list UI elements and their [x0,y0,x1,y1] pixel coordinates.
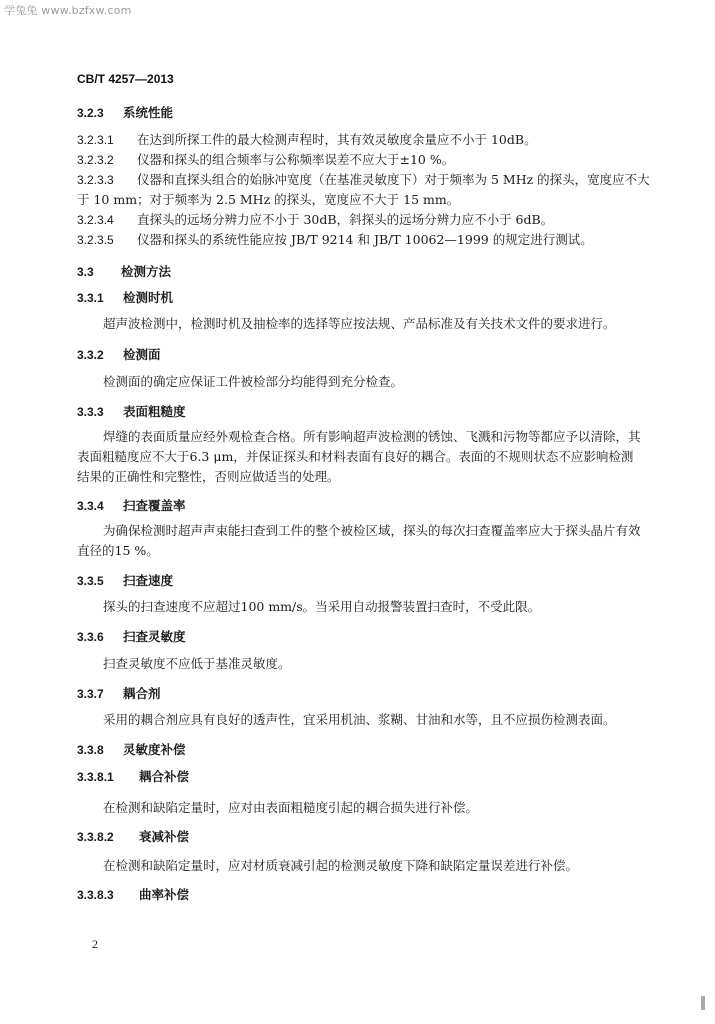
paragraph-line: 直径的15 %。 [77,543,159,558]
section-heading-3-3-4 [77,496,645,516]
paragraph-line: 焊缝的表面质量应经外观检查合格。所有影响超声波检测的锈蚀、飞溅和污物等都应予以清除，其 [103,429,641,444]
clause-number: 3.2.3.5 [77,233,114,247]
section-number: 3.3.3 [77,405,104,419]
paragraph-3-3-1: 超声波检测中，检测时机及抽检率的选择等应按法规、产品标准及有关技术文件的要求进行。 [103,316,616,331]
paragraph-3-3-4 [77,521,645,561]
watermark: 学兔兔 www.bzfxw.com [4,4,132,17]
section-number: 3.3.5 [77,574,104,588]
section-title: 检测时机 [123,290,174,305]
clause-text: 在达到所探工件的最大检测声程时，其有效灵敏度余量应不小于 10dB。 [137,132,537,147]
paragraph-3-3-6: 扫查灵敏度不应低于基准灵敏度。 [103,656,291,671]
paragraph-3-3-3 [77,427,645,487]
paragraph-3-3-2: 检测面的确定应保证工件被检部分均能得到充分检查。 [103,374,404,389]
section-heading-3-3-8-3 [77,885,645,905]
page-number: 2 [92,937,98,951]
clause-3-2-3-3 [77,170,650,210]
clause-number: 3.2.3.1 [77,133,114,147]
section-number: 3.3.8.2 [77,830,114,844]
section-title: 系统性能 [123,105,174,120]
section-heading-3-3-2 [77,345,645,365]
section-number: 3.3.8.3 [77,888,114,902]
section-title: 检测方法 [121,264,172,279]
clause-3-2-3-5 [77,230,645,250]
scan-artifact [701,996,705,1010]
section-heading-3-3 [77,262,645,282]
section-title: 扫查覆盖率 [123,498,186,513]
clause-number: 3.2.3.4 [77,213,114,227]
clause-number: 3.2.3.3 [77,173,114,187]
section-title: 扫查速度 [123,573,174,588]
standard-code-header: CB/T 4257—2013 [77,72,174,86]
section-heading-3-2-3 [77,103,645,123]
paragraph-line: 结果的正确性和完整性，否则应做适当的处理。 [77,469,340,484]
section-title: 耦合补偿 [139,769,190,784]
section-heading-3-3-8-2 [77,827,645,847]
section-heading-3-3-6 [77,627,645,647]
section-heading-3-3-8-1 [77,767,645,787]
paragraph-line: 表面粗糙度应不大于6.3 μm，并保证探头和材料表面有良好的耦合。表面的不规则状态不应影响检测 [77,449,634,464]
clause-text: 仪器和探头的组合频率与公称频率误差不应大于±10 %。 [137,152,455,167]
section-number: 3.2.3 [77,106,104,120]
section-title: 检测面 [123,347,161,362]
clause-3-2-3-2 [77,150,645,170]
section-title: 衰减补偿 [139,829,190,844]
section-title: 扫查灵敏度 [123,629,186,644]
paragraph-3-3-8-1: 在检测和缺陷定量时，应对由表面粗糙度引起的耦合损失进行补偿。 [103,800,479,815]
paragraph-3-3-7: 采用的耦合剂应具有良好的透声性，宜采用机油、浆糊、甘油和水等，且不应损伤检测表面。 [103,712,616,727]
section-title: 表面粗糙度 [123,404,186,419]
section-number: 3.3.2 [77,348,104,362]
clause-3-2-3-4 [77,210,645,230]
clause-text-line1: 仪器和直探头组合的始脉冲宽度（在基准灵敏度下）对于频率为 5 MHz 的探头，宽度应不大 [137,172,650,187]
clause-3-2-3-1 [77,130,645,150]
clause-text: 直探头的远场分辨力应不小于 30dB，斜探头的远场分辨力应不小于 6dB。 [137,212,554,227]
section-heading-3-3-7 [77,684,645,704]
section-number: 3.3 [77,265,94,279]
section-number: 3.3.7 [77,687,104,701]
paragraph-3-3-8-2: 在检测和缺陷定量时，应对材质衰减引起的检测灵敏度下降和缺陷定量误差进行补偿。 [103,858,579,873]
section-number: 3.3.1 [77,291,104,305]
section-heading-3-3-3 [77,402,645,422]
section-heading-3-3-1 [77,288,645,308]
section-number: 3.3.4 [77,499,104,513]
section-number: 3.3.6 [77,630,104,644]
section-number: 3.3.8 [77,743,104,757]
section-heading-3-3-5 [77,571,645,591]
clause-text-line2: 于 10 mm；对于频率为 2.5 MHz 的探头，宽度应不大于 15 mm。 [77,192,460,207]
section-title: 耦合剂 [123,686,161,701]
clause-text: 仪器和探头的系统性能应按 JB/T 9214 和 JB/T 10062—1999 的规定进行测试。 [137,232,593,247]
section-heading-3-3-8 [77,740,645,760]
section-title: 曲率补偿 [139,887,190,902]
section-number: 3.3.8.1 [77,770,114,784]
clause-number: 3.2.3.2 [77,153,114,167]
paragraph-line: 为确保检测时超声声束能扫查到工件的整个被检区域，探头的每次扫查覆盖率应大于探头晶片有效 [103,523,641,538]
paragraph-3-3-5: 探头的扫查速度不应超过100 mm/s。当采用自动报警装置扫查时，不受此限。 [103,599,541,614]
section-title: 灵敏度补偿 [123,742,186,757]
